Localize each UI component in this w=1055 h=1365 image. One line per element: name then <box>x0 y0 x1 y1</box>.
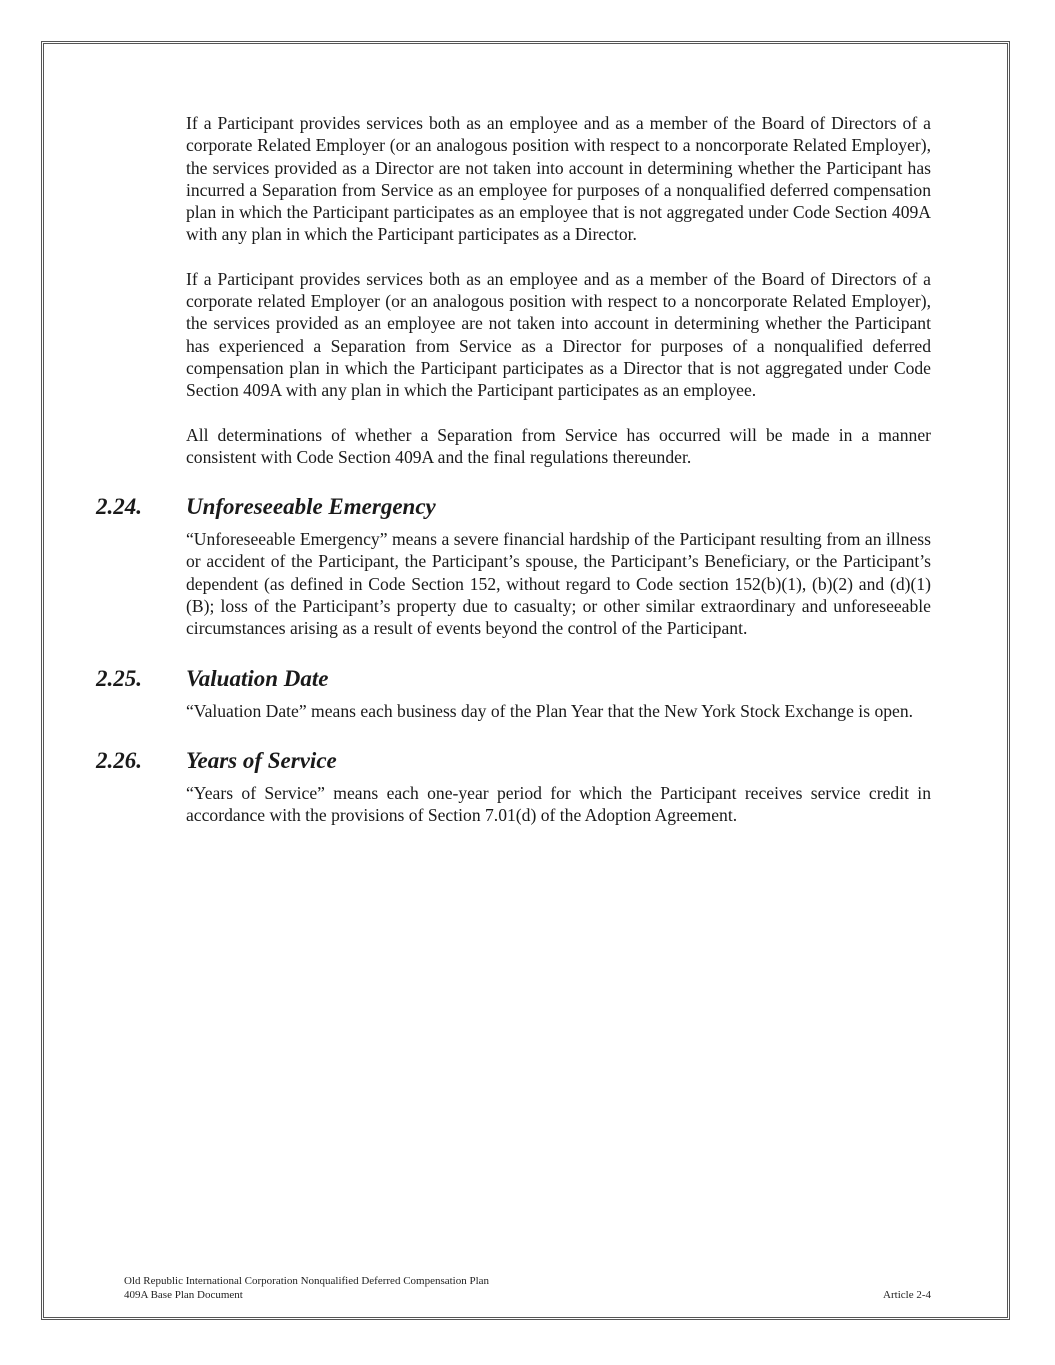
section-heading <box>96 664 931 698</box>
footer-plan-info <box>124 1274 489 1302</box>
section-text: “Unforeseeable Emergency” means a severe financial hardship of the Participant resulting from an illness or accident of the Participant, the Participant’s spouse, the Participant’s Beneficiary, or the Participant’s dependent (as defined in Code Section 152, without regard to Code section 152(b)(1), (b)(2) and (d)(1)(B); loss of the Participant’s property due to casualty; or other similar extraordinary and unforeseeable circumstances arising as a result of events beyond the control of the Participant. <box>186 529 931 639</box>
section-2-24 <box>96 492 931 639</box>
body-paragraph: If a Participant provides services both as an employee and as a member of the Board of Directors of a corporate related Employer (or an analogous position with respect to a noncorporate Related Employer), the services provided as an employee are not taken into account in determining whether the Participant has experienced a Separation from Service as a Director for purposes of a nonqualified deferred compensation plan in which the Participant participates as a Director that is not aggregated under Code Section 409A with any plan in which the Participant participates as an employee. <box>186 268 931 401</box>
section-heading <box>96 492 931 526</box>
section-text: “Years of Service” means each one-year period for which the Participant receives service credit in accordance with the provisions of Section 7.01(d) of the Adoption Agreement. <box>186 782 931 826</box>
section-2-25 <box>96 664 931 722</box>
section-number: 2.26. <box>96 747 142 773</box>
section-number: 2.25. <box>96 665 142 691</box>
section-title: Years of Service <box>186 747 337 773</box>
section-title: Valuation Date <box>186 665 329 691</box>
page-footer <box>124 1274 931 1302</box>
section-heading <box>96 746 931 780</box>
section-title: Unforeseeable Emergency <box>186 494 436 520</box>
section-number: 2.24. <box>96 494 142 520</box>
section-text: “Valuation Date” means each business day of the Plan Year that the New York Stock Exchange is open. <box>186 700 914 721</box>
footer-page-label: Article 2-4 <box>883 1289 931 1301</box>
document-body <box>96 112 931 851</box>
footer-plan-name: Old Republic International Corporation Nonqualified Deferred Compensation Plan <box>124 1275 490 1287</box>
footer-document-name: 409A Base Plan Document <box>124 1289 243 1301</box>
section-2-26 <box>96 746 931 827</box>
body-paragraph: If a Participant provides services both as an employee and as a member of the Board of Directors of a corporate Related Employer (or an analogous position with respect to a noncorporate Related Employer), the services provided as a Director are not taken into account in determining whether the Participant has incurred a Separation from Service as an employee for purposes of a nonqualified deferred compensation plan in which the Participant participates as an employee that is not aggregated under Code Section 409A with any plan in which the Participant participates as a Director. <box>186 113 931 245</box>
body-paragraph: All determinations of whether a Separation from Service has occurred will be made in a manner consistent with Code Section 409A and the final regulations thereunder. <box>186 424 931 467</box>
